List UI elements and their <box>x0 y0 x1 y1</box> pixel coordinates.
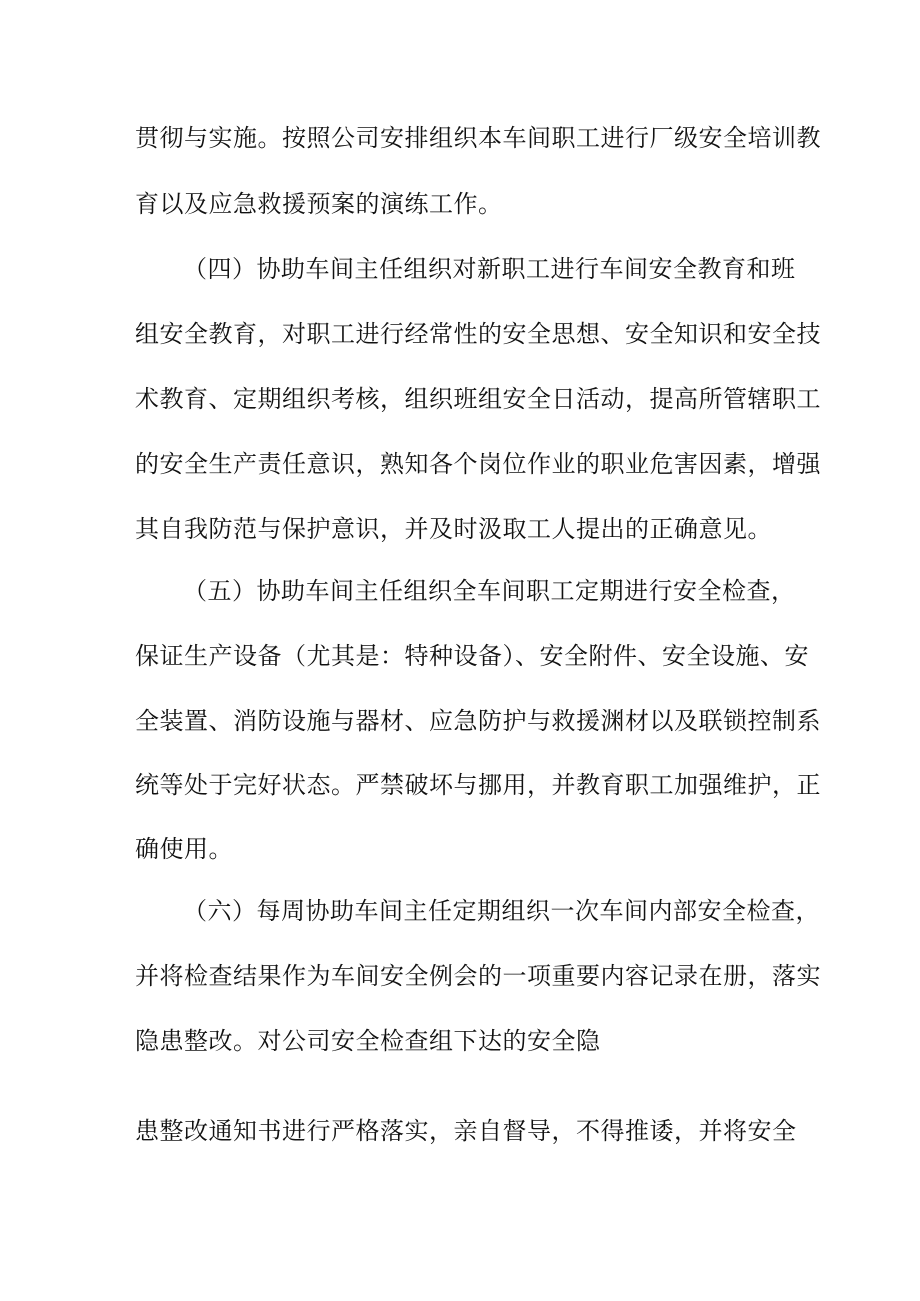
text-line: 组安全教育，对职工进行经常性的安全思想、安全知识和安全技 <box>135 320 821 348</box>
text-line: 保证生产设备（尤其是：特种设备）、安全附件、安全设施、安 <box>135 642 809 670</box>
text-line: 确使用。 <box>135 835 233 863</box>
text-line: 其自我防范与保护意识，并及时汲取工人提出的正确意见。 <box>135 515 772 543</box>
paragraph-start-line: （四）协助车间主任组织对新职工进行车间安全教育和班 <box>183 255 796 283</box>
paragraph-start-line: （六）每周协助车间主任定期组织一次车间内部安全检查， <box>183 897 820 925</box>
text-line: 隐患整改。对公司安全检查组下达的安全隐 <box>135 1027 601 1055</box>
text-line: 术教育、定期组织考核，组织班组安全日活动，提高所管辖职工 <box>135 385 821 413</box>
text-line: 统等处于完好状态。严禁破坏与挪用，并教育职工加强维护，正 <box>135 771 821 799</box>
text-line: 全装置、消防设施与器材、应急防护与救援渊材以及联锁控制系 <box>135 707 821 735</box>
text-line: 的安全生产责任意识，熟知各个岗位作业的职业危害因素，增强 <box>135 450 821 478</box>
paragraph-start-line: （五）协助车间主任组织全车间职工定期进行安全检查， <box>183 577 796 605</box>
text-line: 贯彻与实施。按照公司安排组织本车间职工进行厂级安全培训教 <box>135 124 821 152</box>
text-line: 育以及应急救援预案的演练工作。 <box>135 190 503 218</box>
text-line: 患整改通知书进行严格落实，亲自督导，不得推诿，并将安全 <box>135 1117 797 1145</box>
text-line: 并将检查结果作为车间安全例会的一项重要内容记录在册，落实 <box>135 962 821 990</box>
